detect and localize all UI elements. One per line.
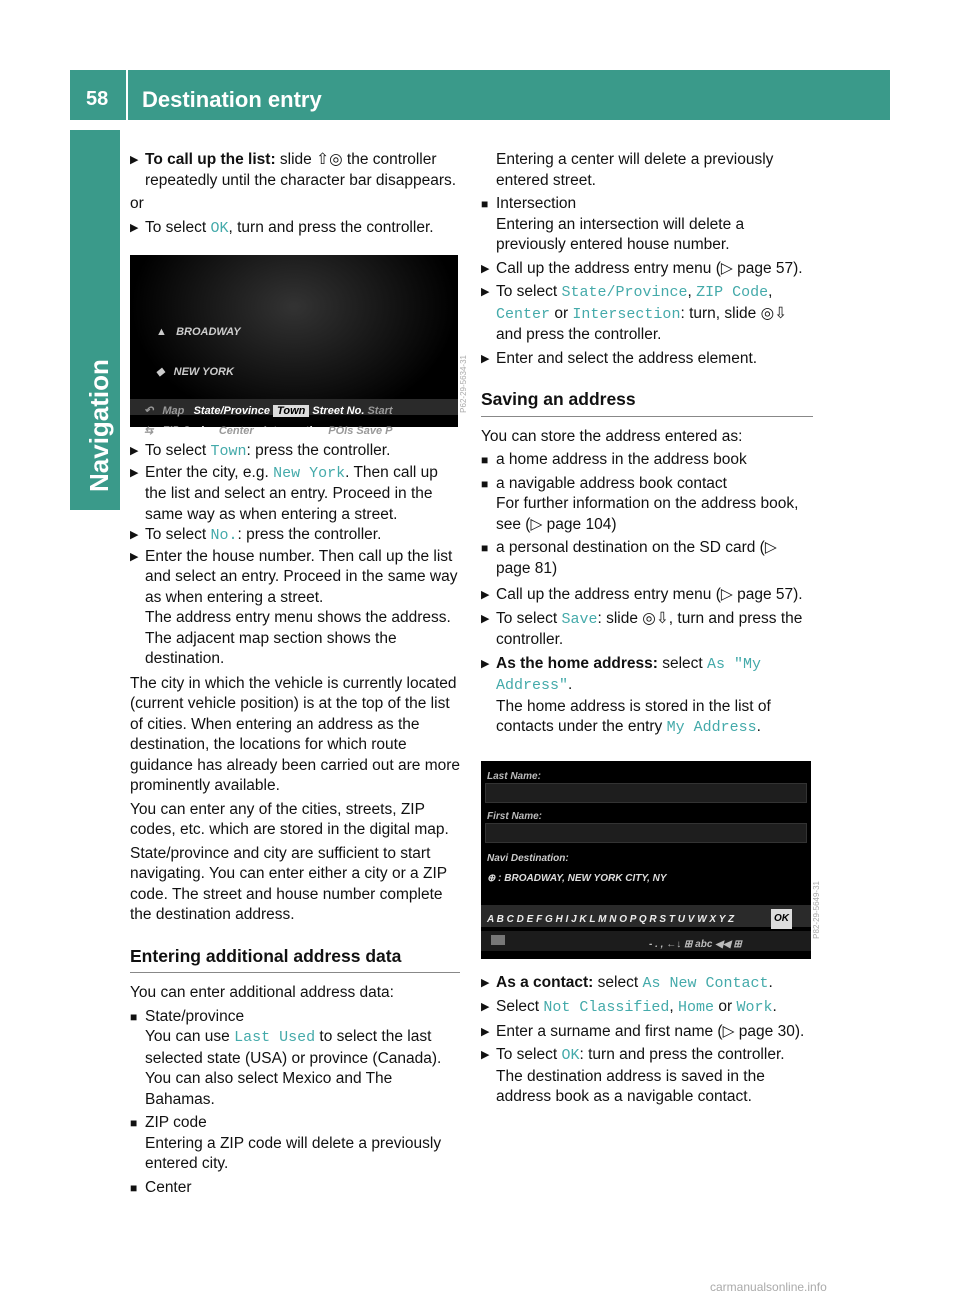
step-select-category: ▶ Select Not Classified, Home or Work.	[481, 998, 777, 1016]
heading-additional-data: Entering additional address data	[130, 946, 460, 974]
character-bar[interactable]: A B C D E F G H I J K L M N O P Q R S T U V W X Y Z	[487, 913, 735, 925]
bullet-home: ■ a home address in the address book	[481, 451, 747, 468]
or-text: or	[130, 195, 144, 212]
header-divider	[126, 70, 128, 120]
step-call-up-menu-2: ▶ Call up the address entry menu (▷ page 57).	[481, 586, 803, 603]
bullet-sd: ■ a personal destination on the SD card (▷ page 81)	[481, 539, 777, 577]
step-enter-element: ▶ Enter and select the address element.	[481, 349, 758, 367]
bullet-state: ■ State/province You can use Last Used to select the last selected state (USA) or province (Canada). You can also select Mexico and The Bahamas.	[130, 1007, 442, 1108]
keyboard-icon[interactable]	[491, 935, 505, 945]
step-select-ok: ▶ To select OK, turn and press the controller.	[130, 218, 434, 237]
bullet-contact: ■ a navigable address book contact For further information on the address book, see (▷ page 104)	[481, 474, 799, 533]
section-label: Navigation	[84, 359, 114, 492]
image-code: P62-29-5634-31	[459, 355, 468, 413]
screenshot-town-list: ▲ BROADWAY ◆ NEW YORK ↶ Map State/Province Town Street No. Start ⇆ ZIP Code Center Intersection POIs Save P P62-29-5634-31	[130, 255, 458, 427]
paragraph-digital-map: You can enter any of the cities, streets, ZIP codes, etc. which are stored in the digital map.	[130, 800, 449, 838]
paragraph-city-list: The city in which the vehicle is currently located (current vehicle position) is at the top of the list of cities. When entering an address as the destination, the locations for which route guidance has already been carried out are more prominently available.	[130, 674, 461, 794]
center-note: Entering a center will delete a previously entered street.	[496, 151, 774, 189]
left-column	[130, 150, 468, 1198]
last-name-field[interactable]	[485, 783, 807, 803]
step-select-town: ▶ To select Town: press the controller.	[130, 442, 391, 460]
step-enter-city: ▶ Enter the city, e.g. New York. Then call up the list and select an entry. Proceed in the same way as when entering a street.	[130, 463, 438, 523]
step-call-up-menu: ▶ Call up the address entry menu (▷ page 57).	[481, 259, 803, 277]
step-select-ok-save: ▶ To select OK: turn and press the controller. The destination address is saved in the address book as a navigable contact.	[481, 1046, 785, 1105]
step-select-element: ▶ To select State/Province, ZIP Code, Center or Intersection: turn, slide ◎⇩ and press the controller.	[481, 283, 788, 343]
bullet-center: ■ Center	[130, 1178, 192, 1196]
heading-saving-address: Saving an address	[481, 389, 813, 417]
bullet-intersection: ■ Intersection Entering an intersection will delete a previously entered house number.	[481, 195, 745, 253]
right-column	[481, 150, 821, 1108]
step-as-contact: ▶ As a contact: select As New Contact.	[481, 973, 773, 992]
ok-button[interactable]: OK	[771, 909, 792, 930]
screenshot-contact-form: Last Name: First Name: Navi Destination: ⊕ : BROADWAY, NEW YORK CITY, NY A B C D E F G H I J K L M N O P Q R S T U V W X Y Z OK - . , ←↓ ⊞ abc ◀◀ ⊞ P82-29-5649-31	[481, 761, 811, 959]
controller-slide-icon: ⇧◎	[316, 151, 343, 168]
page-title: Destination entry	[142, 87, 322, 112]
bullet-zip: ■ ZIP code Entering a ZIP code will delete a previously entered city.	[130, 1114, 442, 1172]
paragraph-additional-intro: You can enter additional address data:	[130, 984, 394, 1001]
first-name-field[interactable]	[485, 823, 807, 843]
image-code: P82-29-5649-31	[812, 880, 821, 939]
step-call-up-list: ▶ To call up the list: slide ⇧◎ the controller repeatedly until the character bar disappears.	[130, 151, 457, 189]
footer-watermark: carmanualsonline.info	[710, 1280, 827, 1294]
step-select-no: ▶ To select No.: press the controller.	[130, 526, 382, 544]
paragraph-state-city: State/province and city are sufficient to start navigating. You can enter either a city or a ZIP code. The street and house number complete the destination address.	[130, 844, 447, 923]
step-home-address: ▶ As the home address: select As "My Address". The home address is stored in the list of contacts under the entry My Address.	[481, 654, 771, 736]
step-select-save: ▶ To select Save: slide ◎⇩, turn and press the controller.	[481, 609, 803, 648]
step-enter-house-number: ▶ Enter the house number. Then call up the list and select an entry. Proceed in the same way as when entering a street. The address entry menu shows the address. The adjacent map section shows the destination.	[130, 547, 458, 667]
page-number: 58	[86, 88, 109, 110]
paragraph-store-intro: You can store the address entered as:	[481, 427, 743, 445]
step-enter-name: ▶ Enter a surname and first name (▷ page 30).	[481, 1022, 805, 1040]
